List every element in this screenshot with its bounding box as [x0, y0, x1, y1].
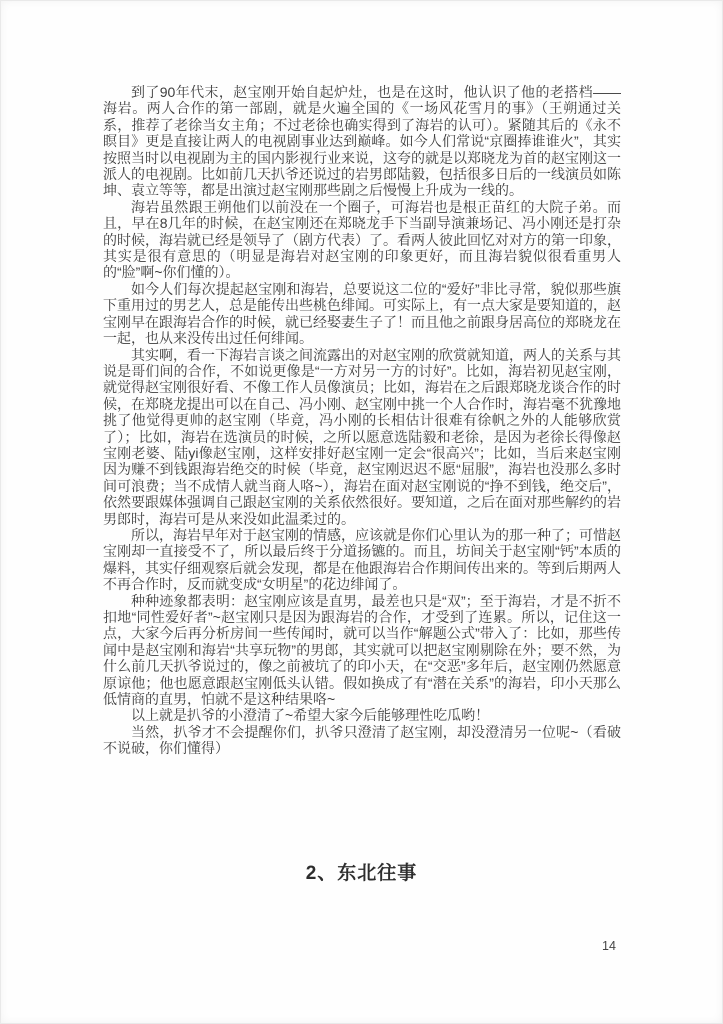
paragraph-2: 海岩虽然跟王朔他们以前没在一个圈子，可海岩也是根正苗红的大院子弟。而且，早在8几年的时候，在赵宝刚还在郑晓龙手下当副导演兼场记、冯小刚还是打杂的时候，海岩就已经是领导了（剧方代表）了。看两人彼此回忆对对方的第一印象，其实是很有意思的（明显是海岩对赵宝刚的印象更好，而且海岩貌似很看重男人的“脸”啊~你们懂的）。: [103, 198, 621, 281]
article-body: [103, 84, 621, 757]
page-number: 14: [602, 939, 616, 953]
paragraph-8: 当然，扒爷才不会提醒你们，扒爷只澄清了赵宝刚，却没澄清另一位呢~（看破不说破，你们懂得）: [103, 723, 621, 757]
paragraph-1: 到了90年代末，赵宝刚开始自起炉灶，也是在这时，他认识了他的老搭档——海岩。两人合作的第一部剧，就是火遍全国的《一场风花雪月的事》（王朔通过关系，推荐了老徐当女主角；不过老徐也确实得到了海岩的认可）。紧随其后的《永不瞑目》更是直接让两人的电视剧事业达到巅峰。如今人们常说“京圈捧谁谁火”，其实按照当时以电视剧为主的国内影视行业来说，这夸的就是以郑晓龙为首的赵宝刚这一派人的电视剧。比如前几天扒爷还说过的岩男郎陆毅，包括很多日后的一线演员如陈坤、袁立等等，都是出演过赵宝刚那些剧之后慢慢上升成为一线的。: [103, 84, 621, 199]
paragraph-4: 其实啊，看一下海岩言谈之间流露出的对赵宝刚的欣赏就知道，两人的关系与其说是哥们间的合作，不如说更像是“一方对另一方的讨好”。比如，海岩初见赵宝刚，就觉得赵宝刚很好看、不像工作人员像演员；比如，海岩在之后跟郑晓龙谈合作的时候，在郑晓龙提出可以在自己、冯小刚、赵宝刚中挑一个人合作时，海岩毫不犹豫地挑了他觉得更帅的赵宝刚（毕竟，冯小刚的长相估计很难有徐帆之外的人能够欣赏了）；比如，海岩在选演员的时候，之所以愿意选陆毅和老徐，是因为老徐长得像赵宝刚老婆、陆yi像赵宝刚，这样安排好赵宝刚一定会“很高兴”；比如，当后来赵宝刚因为赚不到钱跟海岩绝交的时候（毕竟，赵宝刚迟迟不愿“屈服”，海岩也没那么多时间可浪费；当不成情人就当商人咯~），海岩在面对赵宝刚说的“挣不到钱，绝交后”，依然要跟媒体强调自己跟赵宝刚的关系依然很好。要知道，之后在面对那些解约的岩男郎时，海岩可是从来没如此温柔过的。: [103, 346, 621, 527]
section-heading: 2、东北往事: [305, 863, 418, 884]
paragraph-3: 如今人们每次提起赵宝刚和海岩，总要说这二位的“爱好”非比寻常，貌似那些旗下重用过的男艺人，总是能传出些桃色绯闻。可实际上，有一点大家是要知道的，赵宝刚早在跟海岩合作的时候，就已经娶妻生子了！而且他之前跟身居高位的郑晓龙在一起，也从来没传出过任何绯闻。: [103, 280, 621, 347]
paragraph-7: 以上就是扒爷的小澄清了~希望大家今后能够理性吃瓜哟！: [131, 707, 490, 724]
paragraph-6: 种种迹象都表明：赵宝刚应该是直男，最差也只是“双”；至于海岩，才是不折不扣地“同性爱好者”~赵宝刚只是因为跟海岩的合作，才受到了连累。所以，记住这一点，大家今后再分析房间一些传闻时，就可以当作“解题公式”带入了：比如，那些传闻中是赵宝刚和海岩“共享玩物”的男郎，其实就可以把赵宝刚剔除在外；要不然，为什么前几天扒爷说过的，像之前被坑了的印小天，在“交恶”多年后，赵宝刚仍然愿意原谅他；他也愿意跟赵宝刚低头认错。假如换成了有“潜在关系”的海岩，印小天那么低情商的直男，怕就不是这种结果咯~: [103, 592, 621, 708]
paragraph-5: 所以，海岩早年对于赵宝刚的情感，应该就是你们心里认为的那一种了；可惜赵宝刚却一直接受不了，所以最后终于分道扬镳的。而且，坊间关于赵宝刚“钙”本质的爆料，其实仔细观察后就会发现，都是在他跟海岩合作期间传出来的。等到后期两人不再合作时，反而就变成“女明星”的花边绯闻了。: [103, 526, 621, 593]
